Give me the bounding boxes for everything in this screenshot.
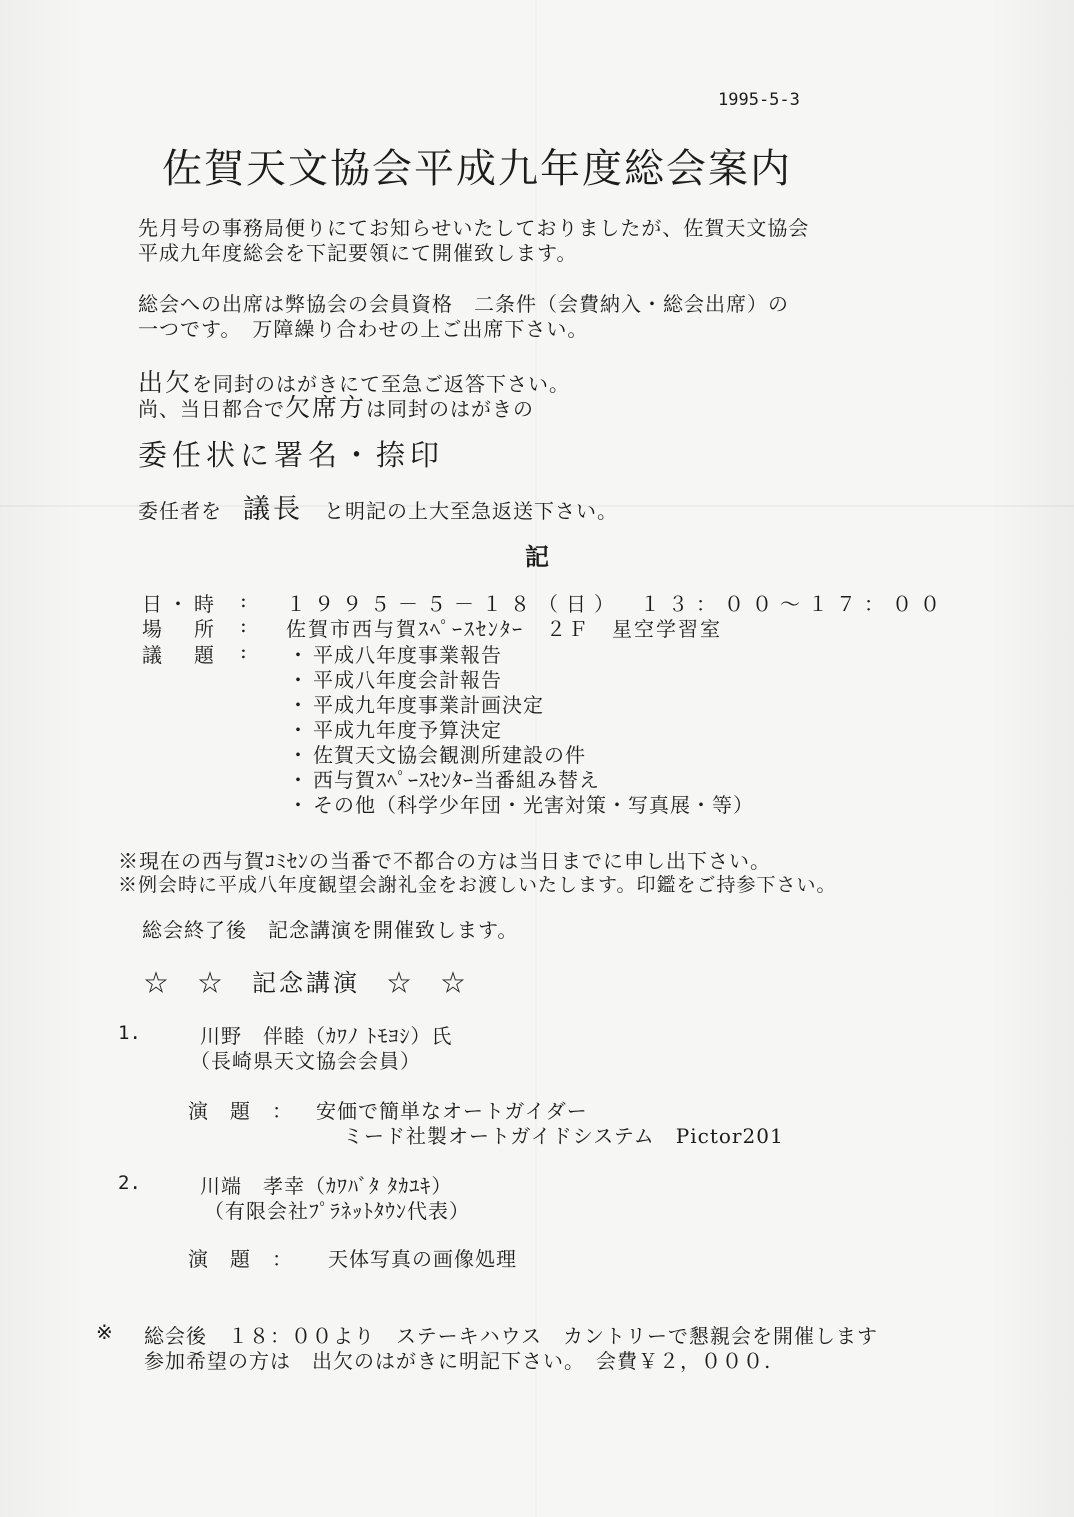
- lecture-number: 1.: [118, 1022, 141, 1044]
- lecture-speaker: 川端 孝幸（ｶﾜﾊﾞﾀ ﾀｶﾕｷ）: [200, 1174, 453, 1198]
- place-value: 佐賀市西与賀ｽﾍﾟｰｽｾﾝﾀｰ ２Ｆ 星空学習室: [286, 617, 722, 641]
- agenda-bullet: ・: [288, 693, 308, 717]
- intro-line-2: 平成九年度総会を下記要領にて開催致します。: [138, 241, 578, 265]
- emphasis-chairman: 議長: [243, 494, 303, 525]
- agenda-bullet: ・: [288, 793, 308, 817]
- agenda-item: 平成九年度予算決定: [313, 718, 502, 742]
- reply-line-2-text: は同封のはがきの: [366, 397, 535, 421]
- document-date: 1995-5-3: [718, 90, 800, 110]
- lecture-topic-label: 演 題 ：: [188, 1099, 293, 1123]
- reply-line-3: [138, 487, 618, 526]
- datetime-value: １９９５－５－１８（日） １３：００～１７：００: [286, 592, 948, 616]
- lecture-speaker: 川野 伴睦（ｶﾜﾉ ﾄﾓﾖｼ）氏: [200, 1024, 453, 1048]
- reply-line-3-text: と明記の上大至急返送下さい。: [324, 499, 618, 523]
- reply-line-2-prefix: 尚、当日都合で: [138, 397, 285, 421]
- agenda-bullet: ・: [288, 743, 308, 767]
- proxy-instruction: 委任状に署名・捺印: [138, 438, 445, 472]
- lecture-heading: ☆ ☆ 記念講演 ☆ ☆: [144, 969, 468, 997]
- reply-line-2: [138, 388, 534, 424]
- agenda-item: 佐賀天文協会観測所建設の件: [313, 743, 586, 767]
- emphasis-absentees: 欠席方: [285, 393, 367, 422]
- datetime-label: 日・時: [142, 592, 220, 616]
- place-colon: :: [240, 613, 247, 637]
- lecture-number: 2.: [118, 1172, 141, 1194]
- lecture-intro: 総会終了後 記念講演を開催致します。: [142, 918, 519, 942]
- party-line-2: 参加希望の方は 出欠のはがきに明記下さい。 会費￥２，０００.: [144, 1349, 772, 1373]
- lecture-topic: 天体写真の画像処理: [328, 1247, 517, 1271]
- note-1: ※現在の西与賀ｺﾐｾﾝの当番で不都合の方は当日までに申し出下さい。: [118, 849, 771, 873]
- agenda-item: 平成八年度会計報告: [313, 668, 502, 692]
- note-2: ※例会時に平成八年度観望会謝礼金をお渡しいたします。印鑑をご持参下さい。: [118, 874, 837, 896]
- lecture-topic-sub: ミード社製オートガイドシステム Pictor201: [343, 1124, 784, 1148]
- datetime-colon: :: [240, 588, 247, 612]
- lecture-affiliation: （長崎県天文協会会員）: [190, 1049, 421, 1073]
- party-line-1: 総会後 １８：００より ステーキハウス カントリーで懇親会を開催します: [144, 1324, 878, 1348]
- agenda-item: 平成八年度事業報告: [313, 643, 502, 667]
- lecture-affiliation: （有限会社ﾌﾟﾗﾈｯﾄﾀｳﾝ代表）: [204, 1199, 470, 1223]
- agenda-bullet: ・: [288, 718, 308, 742]
- agenda-item: 平成九年度事業計画決定: [313, 693, 544, 717]
- party-mark: ※: [96, 1320, 114, 1344]
- emphasis-attendance: 出欠: [138, 368, 193, 397]
- attendance-line-2: 一つです。 万障繰り合わせの上ご出席下さい。: [138, 317, 589, 341]
- reply-line-3-prefix: 委任者を: [138, 499, 222, 523]
- agenda-item: 西与賀ｽﾍﾟｰｽｾﾝﾀｰ当番組み替え: [313, 768, 600, 792]
- attendance-line-1: 総会への出席は弊協会の会員資格 二条件（会費納入・総会出席）の: [138, 292, 789, 316]
- agenda-bullet: ・: [288, 668, 308, 692]
- reply-line-1-text: を同封のはがきにて至急ご返答下さい。: [192, 372, 571, 396]
- agenda-label: 議 題: [142, 643, 220, 667]
- lecture-topic: 安価で簡単なオートガイダー: [316, 1099, 588, 1123]
- agenda-bullet: ・: [288, 768, 308, 792]
- agenda-colon: :: [240, 639, 247, 663]
- place-label: 場 所: [142, 617, 220, 641]
- agenda-bullet: ・: [288, 643, 308, 667]
- page-title: 佐賀天文協会平成九年度総会案内: [162, 146, 792, 192]
- agenda-item: その他（科学少年団・光害対策・写真展・等）: [313, 793, 754, 817]
- lecture-topic-label: 演 題 ：: [188, 1247, 293, 1271]
- ki-heading: 記: [525, 542, 549, 571]
- intro-line-1: 先月号の事務局便りにてお知らせいたしておりましたが、佐賀天文協会: [138, 216, 810, 240]
